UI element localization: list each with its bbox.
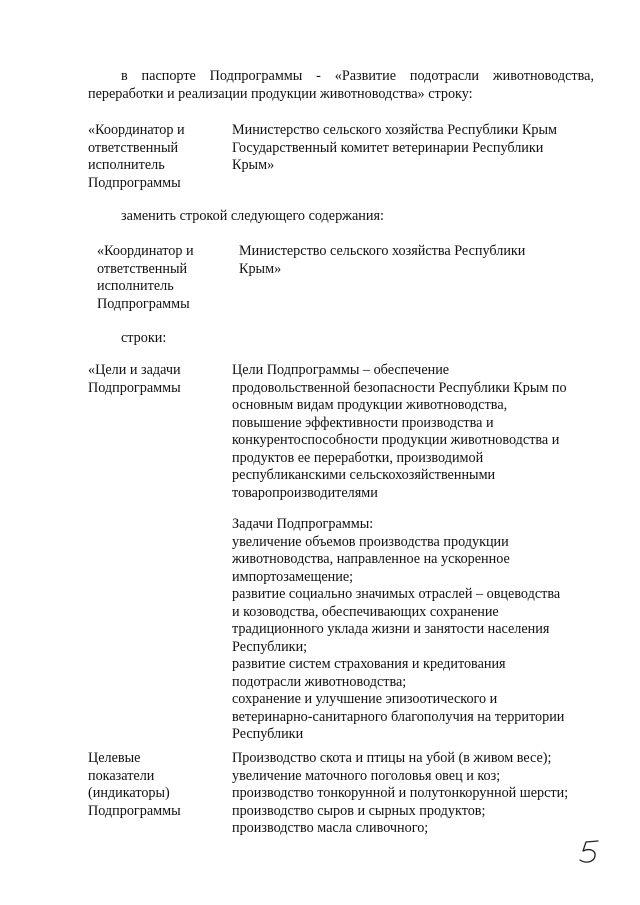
task-line: ветеринарно-санитарного благополучия на территории [232, 708, 565, 725]
replace-instruction: заменить строкой следующего содержания: [121, 208, 384, 224]
task-line: Республики [232, 726, 304, 742]
label-line: «Координатор и [88, 122, 185, 138]
old-row-label [88, 122, 185, 192]
goal-line: продуктов ее переработки, производимой [232, 449, 484, 466]
label-line: «Координатор и [97, 243, 194, 259]
new-row-value [239, 243, 525, 278]
value-line: Крым» [232, 157, 275, 173]
label-line: ответственный [97, 260, 188, 277]
label-line: Подпрограммы [97, 295, 190, 312]
label-line: ответственный [88, 139, 179, 156]
task-line: и козоводства, обеспечивающих сохранение [232, 603, 499, 620]
task-line: животноводства, направленное на ускоренное [232, 551, 510, 567]
indicators-row-label [88, 750, 181, 820]
value-line: Министерство сельского хозяйства Республики [239, 243, 526, 259]
task-line: сохранение и улучшение эпизоотического и [232, 691, 498, 707]
goal-line: основным видам продукции животноводства, [232, 397, 508, 413]
task-line: Республики; [232, 638, 308, 655]
intro-paragraph [88, 68, 594, 103]
indicator-line: увеличение маточного поголовья овец и коз; [232, 767, 501, 784]
goal-line: конкурентоспособности продукции животноводства и [232, 432, 560, 448]
label-line: Подпрограммы [88, 379, 181, 396]
old-row-value [232, 122, 557, 175]
label-line: исполнитель [88, 157, 165, 173]
goal-line: продовольственной безопасности Республики Крым по [232, 379, 567, 396]
label-line: Подпрограммы [88, 802, 181, 819]
label-line: (индикаторы) [88, 785, 170, 801]
intro-line-2: переработки и реализации продукции животноводства» строку: [88, 85, 473, 102]
task-line: развитие социально значимых отраслей – овцеводства [232, 586, 561, 602]
indicator-line: производство тонкорунной и полутонкорунной шерсти; [232, 785, 569, 801]
value-line: Министерство сельского хозяйства Республики Крым [232, 122, 558, 138]
label-line: Целевые [88, 750, 141, 766]
task-line: подотрасли животноводства; [232, 673, 407, 690]
new-row-label [97, 243, 194, 313]
task-line: Задачи Подпрограммы: [232, 516, 374, 532]
goal-line: Цели Подпрограммы – обеспечение [232, 362, 450, 378]
indicator-line: производство масла сливочного; [232, 820, 429, 836]
goals-row-label [88, 362, 181, 397]
label-line: Подпрограммы [88, 174, 181, 191]
indicator-line: Производство скота и птицы на убой (в живом весе); [232, 750, 552, 766]
tasks-text [232, 516, 564, 744]
value-line: Государственный комитет ветеринарии Республики [232, 139, 544, 156]
goal-line: товаропроизводителями [232, 484, 378, 501]
goals-text [232, 362, 567, 502]
goal-line: республиканскими сельскохозяйственными [232, 467, 496, 483]
label-line: исполнитель [97, 278, 174, 294]
page-number-drawing [572, 838, 608, 866]
value-line: Крым» [239, 260, 282, 277]
indicator-line: производство сыров и сырных продуктов; [232, 802, 486, 819]
label-line: показатели [88, 767, 155, 784]
task-line: увеличение объемов производства продукции [232, 533, 509, 550]
intro-line-1: в паспорте Подпрограммы - «Развитие подотрасли животноводства, [121, 68, 594, 84]
task-line: развитие систем страхования и кредитования [232, 656, 506, 672]
task-line: импортозамещение; [232, 568, 354, 585]
label-line: «Цели и задачи [88, 362, 181, 378]
rows-instruction: строки: [121, 330, 167, 346]
goal-line: повышение эффективности производства и [232, 414, 494, 431]
handwritten-page-number [572, 838, 608, 866]
indicators-list [232, 750, 568, 838]
task-line: традиционного уклада жизни и занятости населения [232, 621, 550, 637]
